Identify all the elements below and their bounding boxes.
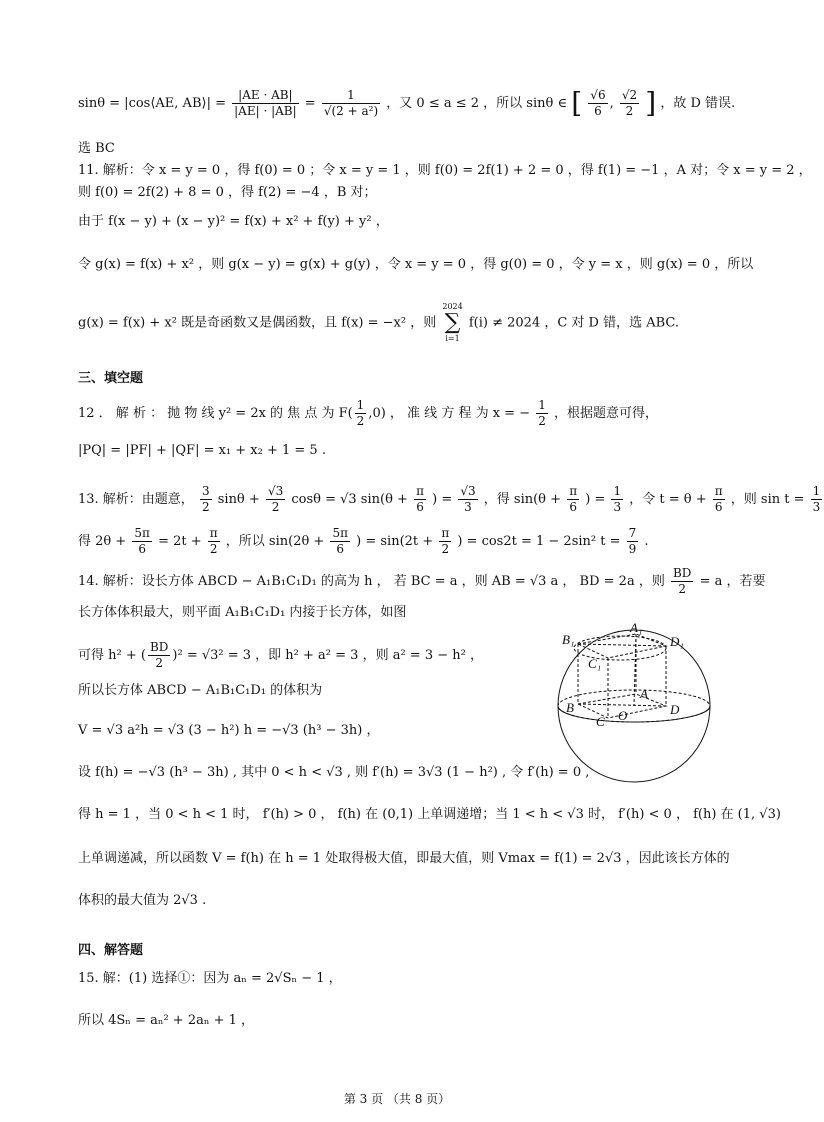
- label-d1: D₁: [670, 634, 684, 649]
- denominator: 6: [714, 500, 723, 514]
- numerator: 1: [538, 398, 546, 412]
- line-q12-1: [78, 398, 658, 429]
- numerator: π: [416, 484, 424, 498]
- text-fragment: ，所以 sin(2θ +: [225, 534, 325, 549]
- numerator: BD: [672, 566, 692, 580]
- line-q14-8: 上单调递减，所以函数 V = f(h) 在 h = 1 处取得极大值，即最大值，则 Vmax = f(1) = 2√3 ，因此该长方体的: [78, 851, 730, 866]
- fraction: [232, 88, 299, 119]
- line-q15-2: 所以 4Sₙ = aₙ² + 2aₙ + 1 ，: [78, 1013, 255, 1028]
- line-answer-bc: 选 BC: [78, 141, 115, 156]
- fraction: [208, 526, 220, 557]
- text-fragment: 可得 h² + (: [78, 648, 146, 663]
- denominator: 3: [464, 500, 472, 514]
- fraction: [439, 526, 451, 557]
- numerator: |AE · AB|: [232, 88, 299, 104]
- sphere-cuboid-svg: [548, 622, 720, 784]
- denominator: 6: [138, 542, 146, 556]
- numerator: π: [209, 526, 218, 540]
- fraction: [588, 88, 607, 119]
- denominator: 2: [678, 582, 687, 596]
- fraction: [671, 566, 693, 597]
- numerator: 1: [613, 484, 622, 498]
- sum-lower-limit: i=1: [445, 334, 460, 343]
- fraction: [330, 526, 350, 557]
- numerator: 1: [812, 484, 821, 498]
- denominator: 2: [441, 542, 450, 556]
- text-fragment: ，故 D 错误.: [660, 96, 736, 111]
- line-q14-6: 设 f(h) = −√3 (h³ − 3h) , 其中 0 < h < √3 , 则 f′(h) = 3√3 (1 − h²) , 令 f′(h) = 0 ,: [78, 765, 590, 780]
- numerator: π: [441, 526, 450, 540]
- numerator: √3: [267, 484, 284, 498]
- numerator: BD: [149, 640, 169, 654]
- text-fragment: ，令 t = θ +: [629, 492, 707, 507]
- denominator: 6: [569, 500, 577, 514]
- text-fragment: cosθ = √3 sin(θ +: [291, 492, 408, 507]
- denominator: √(2 + a²): [323, 104, 379, 118]
- equator-front: [558, 706, 710, 722]
- line-q14-5: V = √3 a²h = √3 (3 − h²) h = −√3 (h³ − 3h) ，: [78, 723, 380, 738]
- line-q11-2: 则 f(0) = 2f(2) + 8 = 0 ，得 f(2) = −4 ，B 对；: [78, 185, 377, 200]
- fraction: [620, 88, 639, 119]
- text-fragment: )² = √3² = 3 ，即 h² + a² = 3 ，则 a² = 3 − h² ，: [172, 648, 483, 663]
- line-q14-3: [78, 640, 483, 671]
- numerator: π: [569, 484, 578, 498]
- denominator: 6: [594, 104, 602, 118]
- right-bracket-icon: ]: [645, 86, 657, 120]
- text-fragment: g(x) = f(x) + x² 既是奇函数又是偶函数，且 f(x) = −x² ，则: [78, 315, 437, 331]
- numerator: 3: [201, 484, 210, 498]
- label-c: C: [596, 714, 605, 729]
- line-q14-2: 长方体体积最大，则平面 A₁B₁C₁D₁ 内接于长方体，如图: [78, 605, 407, 620]
- fraction: [713, 484, 725, 515]
- text-fragment: 12 ． 解 析 ： 抛 物 线 y² = 2x 的 焦 点 为 F(: [78, 406, 353, 421]
- denominator: 2: [209, 542, 218, 556]
- line-q11-3: 由于 f(x − y) + (x − y)² = f(x) + x² + f(y) + y² ，: [78, 214, 389, 229]
- page-footer: 第 3 页 （共 8 页）: [343, 1092, 451, 1106]
- label-b1: B₁: [562, 632, 575, 647]
- numerator: 1: [356, 398, 365, 412]
- denominator: 2: [356, 414, 365, 428]
- text-fragment: ) = sin(2t +: [356, 534, 434, 549]
- text-fragment: 14. 解析：设长方体 ABCD − A₁B₁C₁D₁ 的高为 h ， 若 BC = a ，则 AB = √3 a ， BD = 2a ，则: [78, 574, 665, 589]
- denominator: |AE| · |AB|: [234, 104, 297, 118]
- line-q14-9: 体积的最大值为 2√3 .: [78, 893, 207, 908]
- text-fragment: sinθ = |cos⟨AE, AB⟩| =: [78, 96, 226, 111]
- denominator: 6: [416, 500, 424, 514]
- numerator: 5π: [134, 526, 150, 540]
- denominator: 2: [155, 656, 163, 670]
- fraction: [811, 484, 823, 515]
- denominator: 2: [271, 500, 280, 514]
- numerator: √3: [460, 484, 476, 498]
- denominator: 6: [336, 542, 345, 556]
- fraction: [200, 484, 212, 515]
- text-fragment: ) =: [432, 492, 453, 507]
- sigma-icon: ∑: [444, 310, 461, 335]
- label-o: O: [618, 708, 628, 723]
- numerator: 5π: [332, 526, 348, 540]
- line-q13-1: [78, 484, 824, 515]
- text-fragment: ，得 sin(θ +: [483, 492, 562, 507]
- fraction: [611, 484, 623, 515]
- denominator: 2: [201, 500, 210, 514]
- text-fragment: = a ，若要: [699, 574, 766, 589]
- denominator: 2: [625, 104, 634, 118]
- text-fragment: sinθ +: [217, 492, 260, 507]
- fraction: [266, 484, 285, 515]
- left-bracket-icon: [: [571, 86, 583, 120]
- bottom-diagonal: [578, 704, 666, 706]
- line-q12-2: |PQ| = |PF| + |QF| = x₁ + x₂ + 1 = 5 .: [78, 443, 326, 458]
- text-fragment: ，根据题意可得，: [554, 406, 659, 421]
- line-q13-2: [78, 526, 649, 557]
- sum-upper-limit: 2024: [442, 302, 463, 311]
- fraction: [536, 398, 548, 429]
- label-a: A: [640, 686, 648, 701]
- text-fragment: 13. 解析：由题意，: [78, 492, 194, 507]
- text-fragment: f(i) ≠ 2024 ，C 对 D 错，选 ABC.: [468, 315, 680, 331]
- fraction: [322, 88, 380, 119]
- top-face: [578, 634, 666, 658]
- text-fragment: ) = cos2t = 1 − 2sin² t =: [457, 534, 621, 549]
- denominator: 3: [613, 500, 622, 514]
- text-fragment: ) =: [585, 492, 606, 507]
- line-q14-1: [78, 566, 766, 597]
- fraction: [414, 484, 426, 515]
- label-d: D: [670, 702, 680, 717]
- text-fragment: ，则 sin t =: [730, 492, 805, 507]
- text-fragment: ,0) ， 准 线 方 程 为 x = −: [368, 406, 531, 421]
- text-fragment: 得 2θ +: [78, 534, 127, 549]
- line-q11-1: 11. 解析：令 x = y = 0 ，得 f(0) = 0 ；令 x = y = 1 ，则 f(0) = 2f(1) + 2 = 0 ，得 f(1) = −1 ，A 对；令 x = y = 2 ，: [78, 163, 812, 178]
- text-fragment: ，又 0 ≤ a ≤ 2 ，所以 sinθ ∈: [386, 96, 568, 111]
- text-fragment: .: [644, 534, 649, 549]
- denominator: 2: [538, 414, 546, 428]
- label-b: B: [566, 700, 574, 715]
- label-a1: A₁: [630, 620, 643, 635]
- section-heading-fill-in: 三、填空题: [78, 371, 144, 386]
- summation: [442, 302, 462, 344]
- numerator: 7: [628, 526, 637, 540]
- fraction: [567, 484, 579, 515]
- numerator: π: [714, 484, 723, 498]
- denominator: 9: [628, 542, 637, 556]
- sphere-cuboid-figure: [548, 622, 720, 784]
- line-q15-1: 15. 解：(1) 选择①：因为 aₙ = 2√Sₙ − 1 ，: [78, 971, 342, 986]
- line-q11-4: 令 g(x) = f(x) + x² ，则 g(x − y) = g(x) + g(y) ，令 x = y = 0 ，得 g(0) = 0 ，令 y = x ，则 g(x) = 0 ，所以: [78, 257, 754, 272]
- fraction: [627, 526, 639, 557]
- text-fragment: = 2t +: [158, 534, 202, 549]
- denominator: 3: [812, 500, 821, 514]
- fraction: [148, 640, 170, 671]
- label-c1: C₁: [588, 656, 602, 671]
- fraction: [132, 526, 152, 557]
- fraction: [458, 484, 477, 515]
- numerator: √2: [621, 88, 638, 102]
- text-fragment: =: [304, 96, 316, 111]
- numerator: 1: [322, 88, 380, 104]
- numerator: √6: [590, 88, 606, 102]
- line-sin-theta: sinθ = |cos⟨AE, AB⟩| = $\frac{|AE \cdot AB|}{|AE| \cdot |AB|}$ = $\frac{1}{\text{√(2 + a²)}}$ ，又 0 ≤ a ≤ 2 ，所以 sinθ ∈ [ $\frac{√6}{6}$ , $\frac{√2}{2}$ ] ，故 D 错误.: [78, 86, 736, 120]
- fraction: [355, 398, 367, 429]
- top-diagonal: [578, 644, 666, 646]
- section-heading-solutions: 四、解答题: [78, 943, 144, 958]
- line-q14-4: 所以长方体 ABCD − A₁B₁C₁D₁ 的体积为: [78, 683, 323, 698]
- line-q14-7: 得 h = 1 ，当 0 < h < 1 时， f′(h) > 0 ， f(h) 在 (0,1) 上单调递增；当 1 < h < √3 时， f′(h) < 0 ， f(h) 在 (1, √3): [78, 807, 781, 822]
- line-q11-5: [78, 302, 679, 344]
